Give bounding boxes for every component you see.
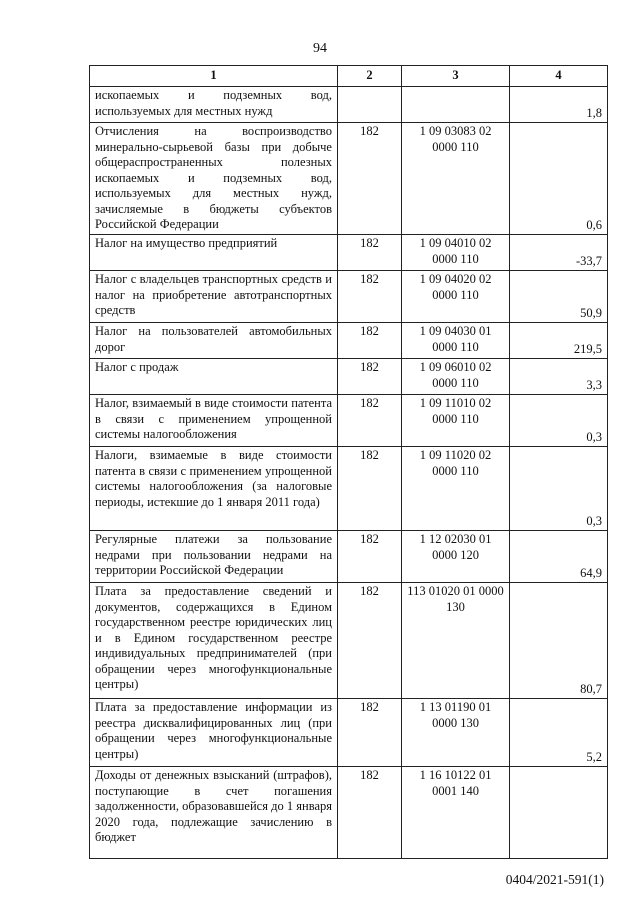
table-row (90, 767, 608, 859)
row-amount: -33,7 (510, 235, 608, 271)
table-header-row (90, 66, 608, 87)
row-name: Налог с владельцев транспортных средств и налог на приобретение автотранспортных средств (90, 271, 338, 323)
row-budget-code: 1 16 10122 01 0001 140 (402, 767, 510, 859)
table-row (90, 359, 608, 395)
row-name: Плата за предоставление информации из реестра дисквалифицированных лиц (при обращении через многофункциональные центры) (90, 699, 338, 767)
row-budget-code: 1 09 04030 01 0000 110 (402, 323, 510, 359)
table-row (90, 395, 608, 447)
header-col-3: 3 (402, 66, 510, 87)
table-row (90, 531, 608, 583)
row-admin-code (338, 87, 402, 123)
row-admin-code: 182 (338, 531, 402, 583)
row-name: Налог на имущество предприятий (90, 235, 338, 271)
header-col-2: 2 (338, 66, 402, 87)
row-budget-code: 1 09 06010 02 0000 110 (402, 359, 510, 395)
table-row (90, 583, 608, 699)
row-amount (510, 767, 608, 859)
row-name: Регулярные платежи за пользование недрами при пользовании недрами на территории Российской Федерации (90, 531, 338, 583)
row-amount: 219,5 (510, 323, 608, 359)
table-row (90, 271, 608, 323)
row-name: Налог, взимаемый в виде стоимости патента в связи с применением упрощенной системы налогообложения (90, 395, 338, 447)
row-admin-code: 182 (338, 123, 402, 235)
row-name: Налоги, взимаемые в виде стоимости патента в связи с применением упрощенной системы налогообложения (за налоговые периоды, истекшие до 1 января 2011 года) (90, 447, 338, 531)
table-row (90, 235, 608, 271)
row-name: ископаемых и подземных вод, используемых для местных нужд (90, 87, 338, 123)
row-amount: 50,9 (510, 271, 608, 323)
row-admin-code: 182 (338, 395, 402, 447)
row-admin-code: 182 (338, 235, 402, 271)
page-number: 94 (313, 41, 327, 56)
table-row (90, 87, 608, 123)
row-admin-code: 182 (338, 447, 402, 531)
row-amount: 64,9 (510, 531, 608, 583)
table-row (90, 699, 608, 767)
row-name: Плата за предоставление сведений и документов, содержащихся в Едином государственном реестре юридических лиц и в Едином государственном реестре индивидуальных предпринимателей (при обращении через многофункциональные центры) (90, 583, 338, 699)
row-amount: 3,3 (510, 359, 608, 395)
header-col-4: 4 (510, 66, 608, 87)
row-budget-code (402, 87, 510, 123)
row-admin-code: 182 (338, 699, 402, 767)
row-admin-code: 182 (338, 583, 402, 699)
row-amount: 0,6 (510, 123, 608, 235)
row-budget-code: 1 09 11020 02 0000 110 (402, 447, 510, 531)
revenue-table (89, 65, 608, 859)
row-budget-code: 1 12 02030 01 0000 120 (402, 531, 510, 583)
row-name: Отчисления на воспроизводство минерально-сырьевой базы при добыче общераспространенных полезных ископаемых и подземных вод, используемых для местных нужд, зачисляемые в бюджеты субъектов Российской Федерации (90, 123, 338, 235)
row-budget-code: 1 09 04010 02 0000 110 (402, 235, 510, 271)
row-amount: 80,7 (510, 583, 608, 699)
row-name: Налог на пользователей автомобильных дорог (90, 323, 338, 359)
header-col-1: 1 (90, 66, 338, 87)
table-row (90, 447, 608, 531)
document-code: 0404/2021-591(1) (505, 872, 604, 887)
row-amount: 0,3 (510, 447, 608, 531)
row-admin-code: 182 (338, 271, 402, 323)
row-budget-code: 113 01020 01 0000 130 (402, 583, 510, 699)
row-admin-code: 182 (338, 359, 402, 395)
row-admin-code: 182 (338, 767, 402, 859)
row-budget-code: 1 09 11010 02 0000 110 (402, 395, 510, 447)
row-budget-code: 1 09 03083 02 0000 110 (402, 123, 510, 235)
table-row (90, 323, 608, 359)
row-amount: 0,3 (510, 395, 608, 447)
row-amount: 1,8 (510, 87, 608, 123)
row-budget-code: 1 09 04020 02 0000 110 (402, 271, 510, 323)
row-admin-code: 182 (338, 323, 402, 359)
row-name: Налог с продаж (90, 359, 338, 395)
row-budget-code: 1 13 01190 01 0000 130 (402, 699, 510, 767)
row-name: Доходы от денежных взысканий (штрафов), поступающие в счет погашения задолженности, образовавшейся до 1 января 2020 года, подлежащие зачислению в бюджет (90, 767, 338, 859)
row-amount: 5,2 (510, 699, 608, 767)
table-row (90, 123, 608, 235)
